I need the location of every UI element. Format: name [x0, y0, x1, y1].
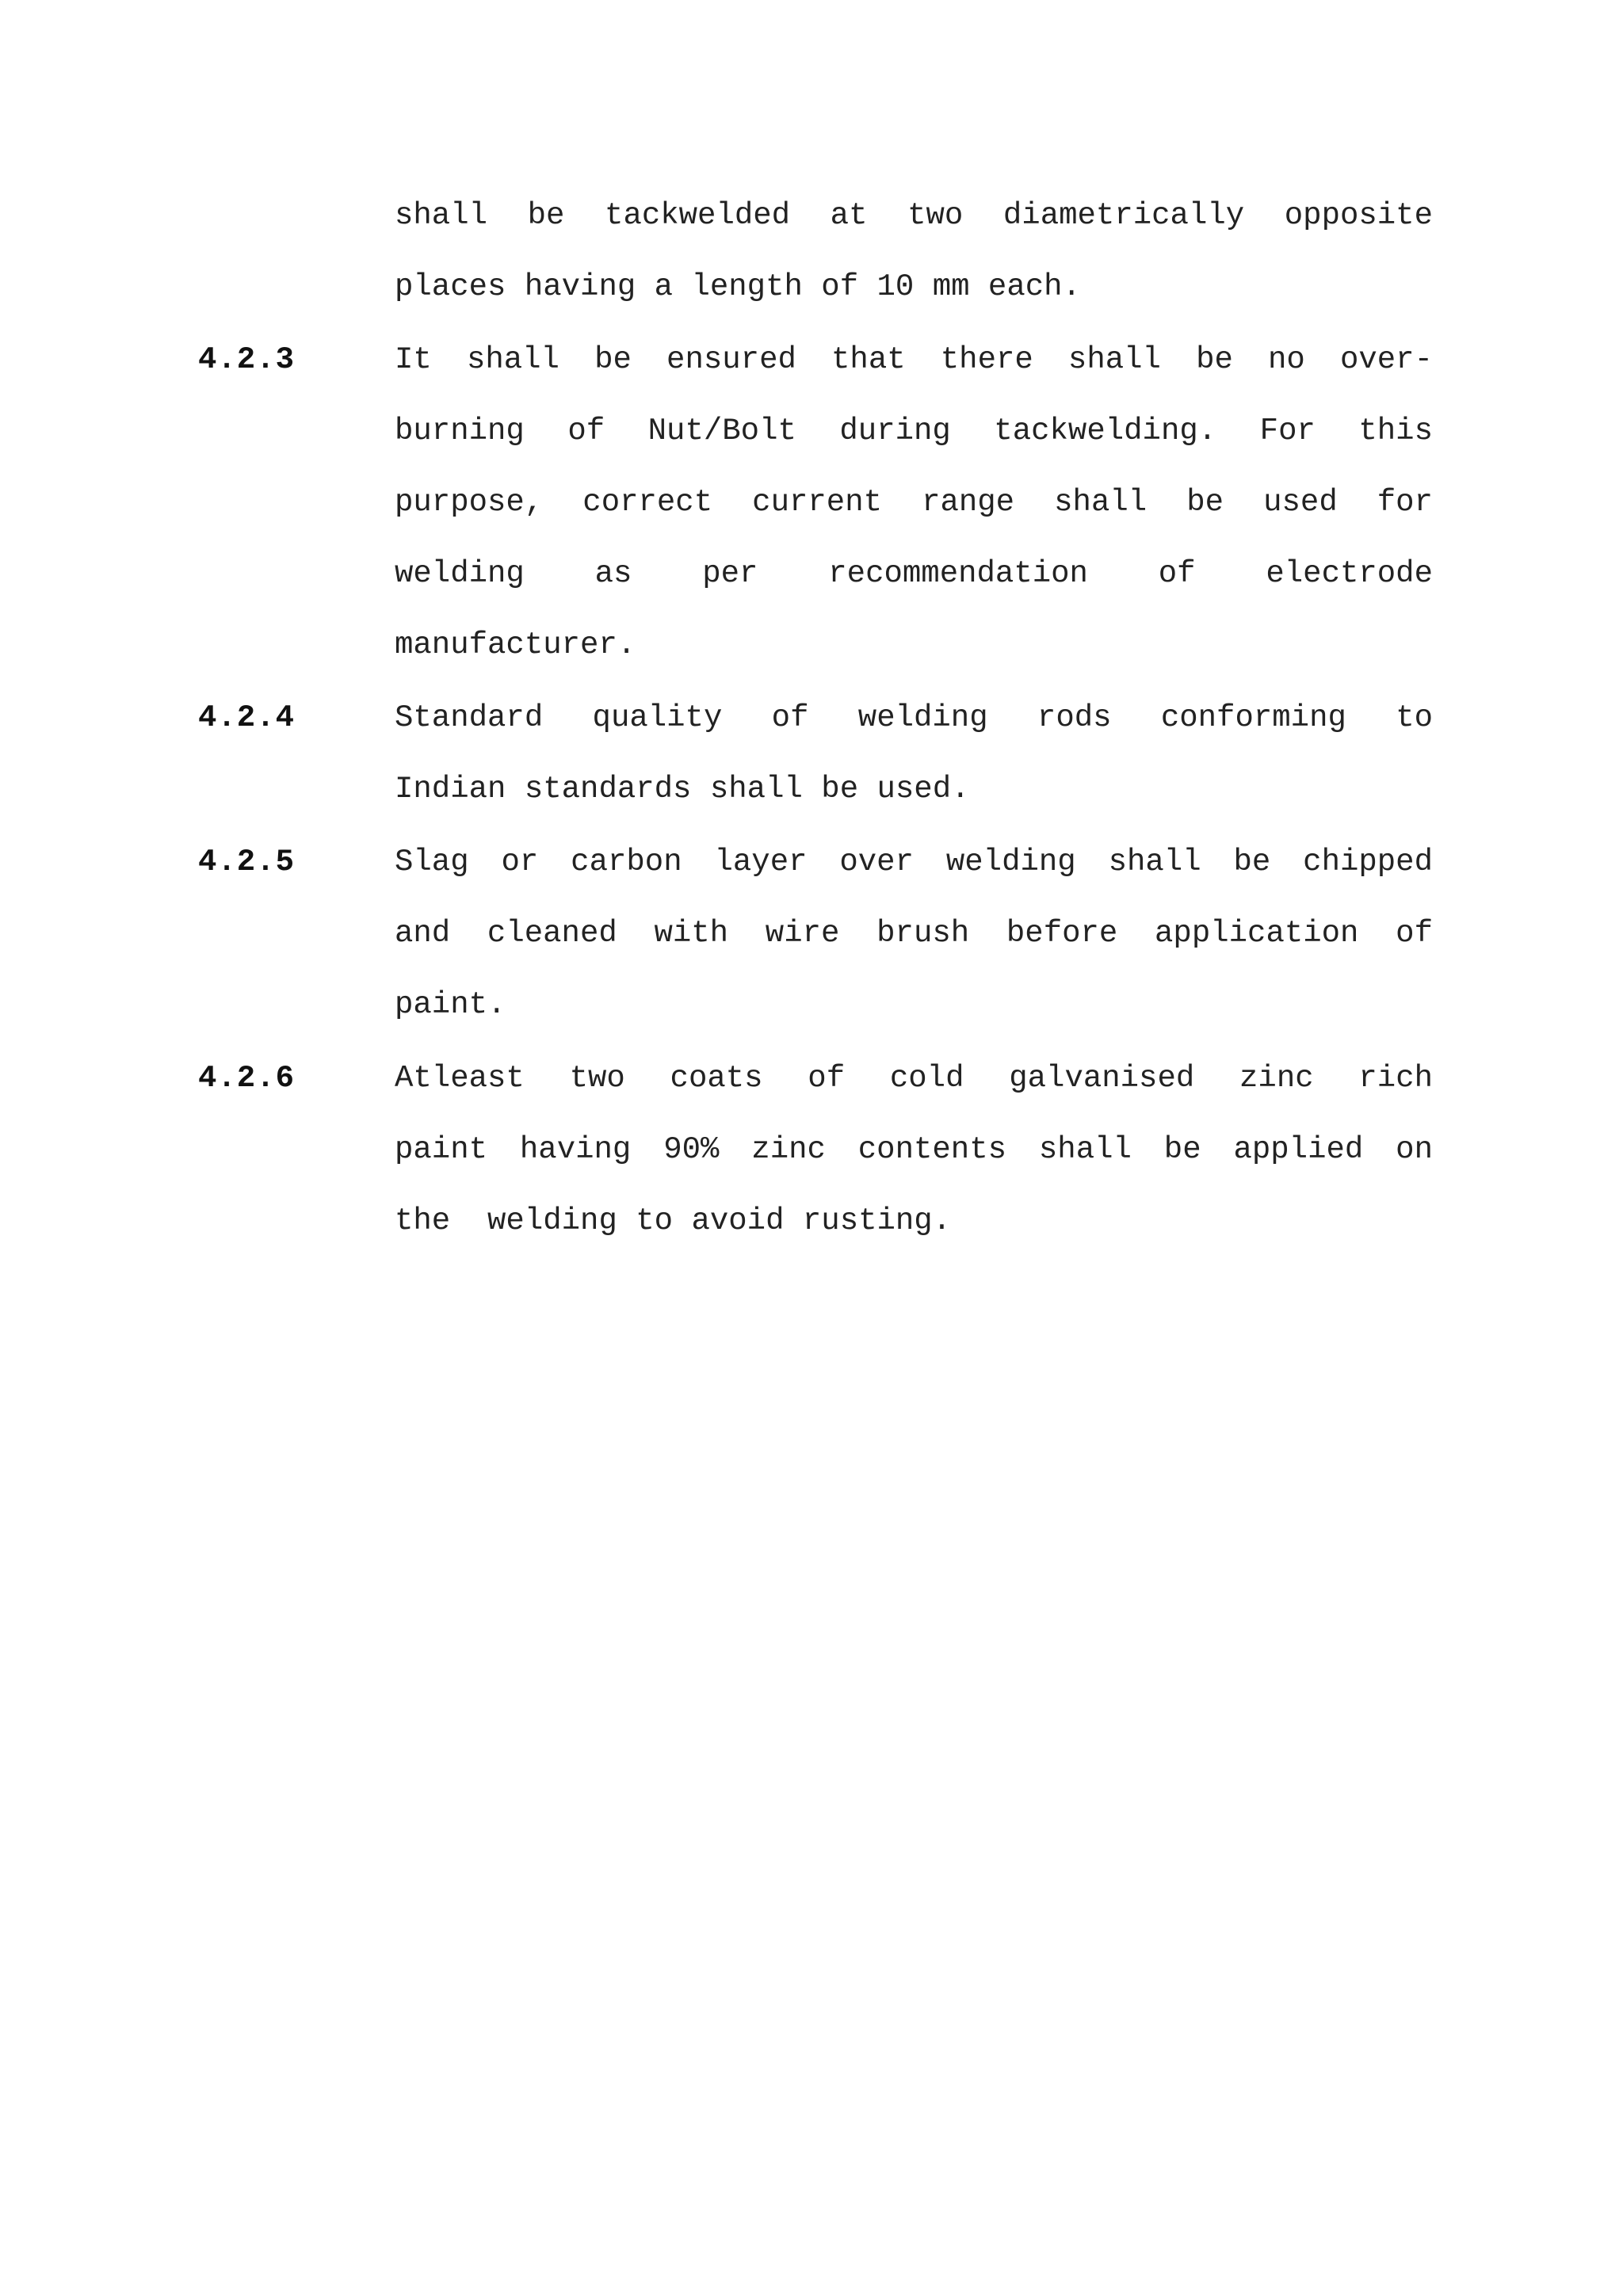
paragraph-line: Indian standards shall be used.: [395, 772, 970, 807]
paragraph-line: It shall be ensured that there shall be no over-: [395, 342, 1433, 377]
paragraph-line: the welding to avoid rusting.: [395, 1203, 952, 1238]
paragraph-line: paint having 90% zinc contents shall be applied on: [395, 1132, 1433, 1167]
paragraph-line: welding as per recommendation of electrode: [395, 556, 1433, 591]
paragraph-line: manufacturer.: [395, 627, 636, 662]
paragraph-line: paint.: [395, 987, 506, 1022]
paragraph-line: burning of Nut/Bolt during tackwelding. For this: [395, 414, 1433, 448]
paragraph-line: and cleaned with wire brush before application of: [395, 916, 1433, 951]
paragraph-line: places having a length of 10 mm each.: [395, 269, 1081, 304]
clause-number: 4.2.3: [198, 342, 296, 377]
paragraph-line: Slag or carbon layer over welding shall be chipped: [395, 845, 1433, 879]
clause-number: 4.2.6: [198, 1061, 296, 1096]
paragraph-line: Atleast two coats of cold galvanised zinc rich: [395, 1061, 1433, 1096]
paragraph-line: shall be tackwelded at two diametrically opposite: [395, 198, 1433, 233]
paragraph-line: purpose, correct current range shall be used for: [395, 485, 1433, 520]
paragraph-line: Standard quality of welding rods conforming to: [395, 700, 1433, 735]
clause-number: 4.2.4: [198, 700, 296, 735]
clause-number: 4.2.5: [198, 845, 296, 879]
